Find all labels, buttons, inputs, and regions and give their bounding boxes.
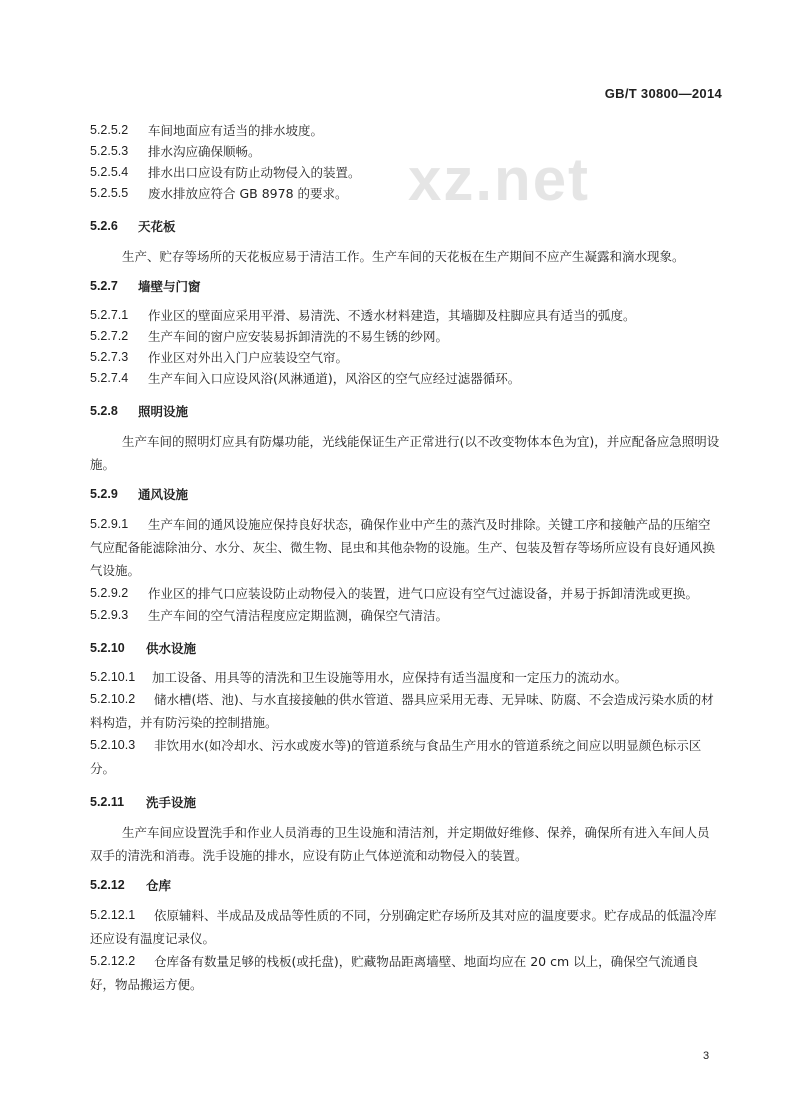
clause-5-2-5-5 bbox=[90, 183, 720, 204]
clause-text: 依原辅料、半成品及成品等性质的不同，分别确定贮存场所及其对应的温度要求。贮存成品的低温冷库还应设有温度记录仪。 bbox=[90, 908, 717, 946]
clause-text: 加工设备、用具等的清洗和卫生设施等用水，应保持有适当温度和一定压力的流动水。 bbox=[152, 670, 628, 685]
clause-number: 5.2.7.1 bbox=[90, 308, 129, 322]
ceiling-paragraph: 生产、贮存等场所的天花板应易于清洁工作。生产车间的天花板在生产期间不应产生凝露和滴水现象。 bbox=[122, 249, 685, 264]
watermark: xz.net bbox=[408, 146, 591, 213]
clause-text: 生产车间入口应设风浴(风淋通道)，风浴区的空气应经过滤器循环。 bbox=[148, 371, 521, 386]
section-heading-water bbox=[90, 638, 720, 659]
clause-5-2-10-2 bbox=[90, 688, 720, 734]
clause-text: 车间地面应有适当的排水坡度。 bbox=[148, 123, 324, 138]
handwash-paragraph: 生产车间应设置洗手和作业人员消毒的卫生设施和清洁剂，并定期做好维修、保养，确保所有进入车间人员双手的清洗和消毒。洗手设施的排水，应设有防止气体逆流和动物侵入的装置。 bbox=[90, 825, 710, 863]
clause-5-2-9-1 bbox=[90, 513, 720, 582]
clause-5-2-9-3 bbox=[90, 605, 720, 626]
section-heading-ceiling bbox=[90, 216, 720, 237]
clause-5-2-7-3 bbox=[90, 347, 720, 368]
clause-number: 5.2.12.2 bbox=[90, 954, 136, 968]
section-number: 5.2.12 bbox=[90, 878, 125, 892]
section-title: 供水设施 bbox=[146, 641, 197, 656]
clause-5-2-7-1 bbox=[90, 305, 720, 326]
clause-number: 5.2.9.3 bbox=[90, 608, 129, 622]
clause-text: 作业区对外出入门户应装设空气帘。 bbox=[148, 350, 349, 365]
clause-5-2-5-3 bbox=[90, 141, 720, 162]
section-heading-warehouse bbox=[90, 875, 720, 896]
lighting-paragraph: 生产车间的照明灯应具有防爆功能，光线能保证生产正常进行(以不改变物体本色为宜)，并应配备应急照明设施。 bbox=[90, 434, 720, 472]
section-heading-walls bbox=[90, 276, 720, 297]
clause-number: 5.2.7.2 bbox=[90, 329, 129, 343]
clause-number: 5.2.10.2 bbox=[90, 692, 136, 706]
clause-5-2-5-4 bbox=[90, 162, 720, 183]
clause-number: 5.2.7.4 bbox=[90, 371, 129, 385]
clause-text: 生产车间的通风设施应保持良好状态，确保作业中产生的蒸汽及时排除。关键工序和接触产品的压缩空气应配备能滤除油分、水分、灰尘、微生物、昆虫和其他杂物的设施。生产、包装及暂存等场所应设有良好通风换气设施。 bbox=[90, 517, 716, 578]
clause-5-2-7-4 bbox=[90, 368, 720, 389]
clause-number: 5.2.5.4 bbox=[90, 165, 129, 179]
clause-5-2-7-2 bbox=[90, 326, 720, 347]
page-number: 3 bbox=[703, 1050, 710, 1062]
clause-number: 5.2.7.3 bbox=[90, 350, 129, 364]
section-title: 墙壁与门窗 bbox=[138, 279, 201, 294]
clause-text: 储水槽(塔、池)、与水直接接触的供水管道、器具应采用无毒、无异味、防腐、不会造成污染水质的材料构造，并有防污染的控制措施。 bbox=[90, 692, 714, 730]
document-body bbox=[90, 120, 720, 996]
section-number: 5.2.11 bbox=[90, 795, 125, 809]
section-title: 洗手设施 bbox=[146, 795, 197, 810]
clause-text: 作业区的壁面应采用平滑、易清洗、不透水材料建造，其墙脚及柱脚应具有适当的弧度。 bbox=[148, 308, 636, 323]
clause-text: 仓库备有数量足够的栈板(或托盘)，贮藏物品距离墙壁、地面均应在 20 cm 以上，确保空气流通良好，物品搬运方便。 bbox=[90, 954, 699, 992]
clause-text: 废水排放应符合 GB 8978 的要求。 bbox=[148, 186, 348, 201]
clause-5-2-12-2 bbox=[90, 950, 720, 996]
section-title: 天花板 bbox=[138, 219, 176, 234]
section-number: 5.2.9 bbox=[90, 487, 118, 501]
clause-text: 作业区的排气口应装设防止动物侵入的装置，进气口应设有空气过滤设备，并易于拆卸清洗或更换。 bbox=[148, 586, 699, 601]
clause-5-2-9-2 bbox=[90, 582, 720, 605]
clause-number: 5.2.5.3 bbox=[90, 144, 129, 158]
standard-number: GB/T 30800—2014 bbox=[604, 86, 722, 101]
clause-number: 5.2.10.1 bbox=[90, 670, 136, 684]
clause-number: 5.2.12.1 bbox=[90, 908, 136, 922]
section-title: 仓库 bbox=[146, 878, 172, 893]
clause-5-2-10-1 bbox=[90, 667, 720, 688]
section-heading-handwash bbox=[90, 792, 720, 813]
section-number: 5.2.6 bbox=[90, 219, 118, 233]
clause-number: 5.2.9.1 bbox=[90, 517, 129, 531]
clause-text: 排水沟应确保顺畅。 bbox=[148, 144, 261, 159]
clause-number: 5.2.10.3 bbox=[90, 738, 136, 752]
clause-5-2-5-2 bbox=[90, 120, 720, 141]
clause-text: 排水出口应设有防止动物侵入的装置。 bbox=[148, 165, 361, 180]
clause-number: 5.2.5.5 bbox=[90, 186, 129, 200]
clause-5-2-12-1 bbox=[90, 904, 720, 950]
section-title: 照明设施 bbox=[138, 404, 189, 419]
clause-number: 5.2.9.2 bbox=[90, 586, 129, 600]
clause-number: 5.2.5.2 bbox=[90, 123, 129, 137]
clause-text: 生产车间的窗户应安装易拆卸清洗的不易生锈的纱网。 bbox=[148, 329, 449, 344]
section-title: 通风设施 bbox=[138, 487, 189, 502]
clause-text: 生产车间的空气清洁程度应定期监测，确保空气清洁。 bbox=[148, 608, 449, 623]
section-heading-ventilation bbox=[90, 484, 720, 505]
section-heading-lighting bbox=[90, 401, 720, 422]
clause-text: 非饮用水(如冷却水、污水或废水等)的管道系统与食品生产用水的管道系统之间应以明显颜色标示区分。 bbox=[90, 738, 702, 776]
clause-5-2-10-3 bbox=[90, 734, 720, 780]
section-number: 5.2.8 bbox=[90, 404, 118, 418]
section-number: 5.2.7 bbox=[90, 279, 118, 293]
section-number: 5.2.10 bbox=[90, 641, 125, 655]
